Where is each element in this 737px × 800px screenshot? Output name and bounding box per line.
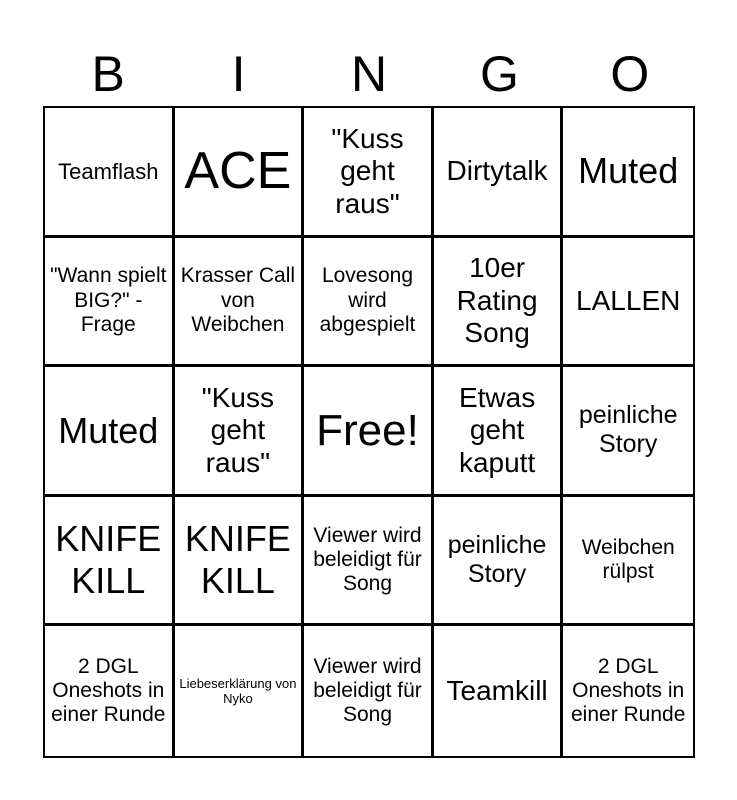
- bingo-cell-text: Viewer wird beleidigt für Song: [313, 654, 422, 727]
- bingo-cell-text: ACE: [184, 142, 292, 201]
- bingo-cell-text: "Kuss geht raus": [331, 122, 404, 219]
- bingo-cell-text: Viewer wird beleidigt für Song: [313, 523, 422, 596]
- bingo-cell[interactable]: [45, 238, 175, 368]
- bingo-cell[interactable]: [434, 367, 564, 497]
- bingo-cell-text: KNIFE KILL: [184, 518, 291, 602]
- bingo-cell-text: Weibchen rülpst: [581, 535, 675, 584]
- header-letter-n: N: [350, 46, 388, 102]
- bingo-cell[interactable]: [563, 238, 693, 368]
- bingo-cell-text: KNIFE KILL: [55, 518, 162, 602]
- bingo-cell[interactable]: [175, 626, 305, 756]
- header-letter-i: I: [231, 46, 246, 102]
- bingo-cell[interactable]: [563, 367, 693, 497]
- bingo-cell[interactable]: [175, 367, 305, 497]
- bingo-cell-text: peinliche Story: [447, 531, 547, 589]
- bingo-cell-text: Dirtytalk: [446, 155, 548, 187]
- bingo-cell[interactable]: [434, 108, 564, 238]
- bingo-cell-text: Free!: [316, 405, 419, 455]
- bingo-cell-text: Etwas geht kaputt: [458, 381, 536, 478]
- bingo-header: [43, 44, 695, 104]
- bingo-cell[interactable]: [434, 238, 564, 368]
- bingo-cell-text: Muted: [58, 409, 159, 451]
- bingo-cell[interactable]: [304, 497, 434, 627]
- bingo-cell[interactable]: [434, 626, 564, 756]
- bingo-cell[interactable]: [304, 367, 434, 497]
- bingo-cell-text: Liebeserklärung von Nyko: [179, 676, 297, 707]
- header-letter-o: O: [610, 46, 650, 102]
- bingo-cell[interactable]: [45, 626, 175, 756]
- bingo-cell-text: Krasser Call von Weibchen: [180, 264, 296, 337]
- bingo-cell-text: 2 DGL Oneshots in einer Runde: [51, 654, 166, 727]
- bingo-cell-text: Teamflash: [58, 158, 159, 184]
- bingo-cell-text: 2 DGL Oneshots in einer Runde: [570, 654, 686, 727]
- bingo-cell[interactable]: [175, 238, 305, 368]
- bingo-cell-text: Teamkill: [446, 674, 548, 706]
- bingo-board: [43, 106, 695, 758]
- bingo-cell[interactable]: [175, 108, 305, 238]
- bingo-cell[interactable]: [563, 626, 693, 756]
- bingo-cell[interactable]: [563, 108, 693, 238]
- bingo-cell[interactable]: [175, 497, 305, 627]
- bingo-cell-text: LALLEN: [576, 284, 681, 316]
- bingo-cell-text: Muted: [578, 150, 679, 192]
- bingo-cell[interactable]: [304, 108, 434, 238]
- bingo-cell-text: peinliche Story: [578, 401, 678, 459]
- header-letter-b: B: [91, 46, 125, 102]
- bingo-cell[interactable]: [45, 367, 175, 497]
- bingo-cell-text: "Kuss geht raus": [201, 381, 274, 478]
- bingo-cell[interactable]: [563, 497, 693, 627]
- bingo-cell[interactable]: [45, 108, 175, 238]
- bingo-cell-text: Lovesong wird abgespielt: [319, 264, 416, 337]
- bingo-cell-text: "Wann spielt BIG?" - Frage: [50, 264, 167, 337]
- bingo-cell-text: 10er Rating Song: [456, 252, 538, 349]
- bingo-cell[interactable]: [45, 497, 175, 627]
- bingo-cell[interactable]: [304, 238, 434, 368]
- bingo-cell[interactable]: [434, 497, 564, 627]
- header-letter-g: G: [479, 46, 519, 102]
- bingo-cell[interactable]: [304, 626, 434, 756]
